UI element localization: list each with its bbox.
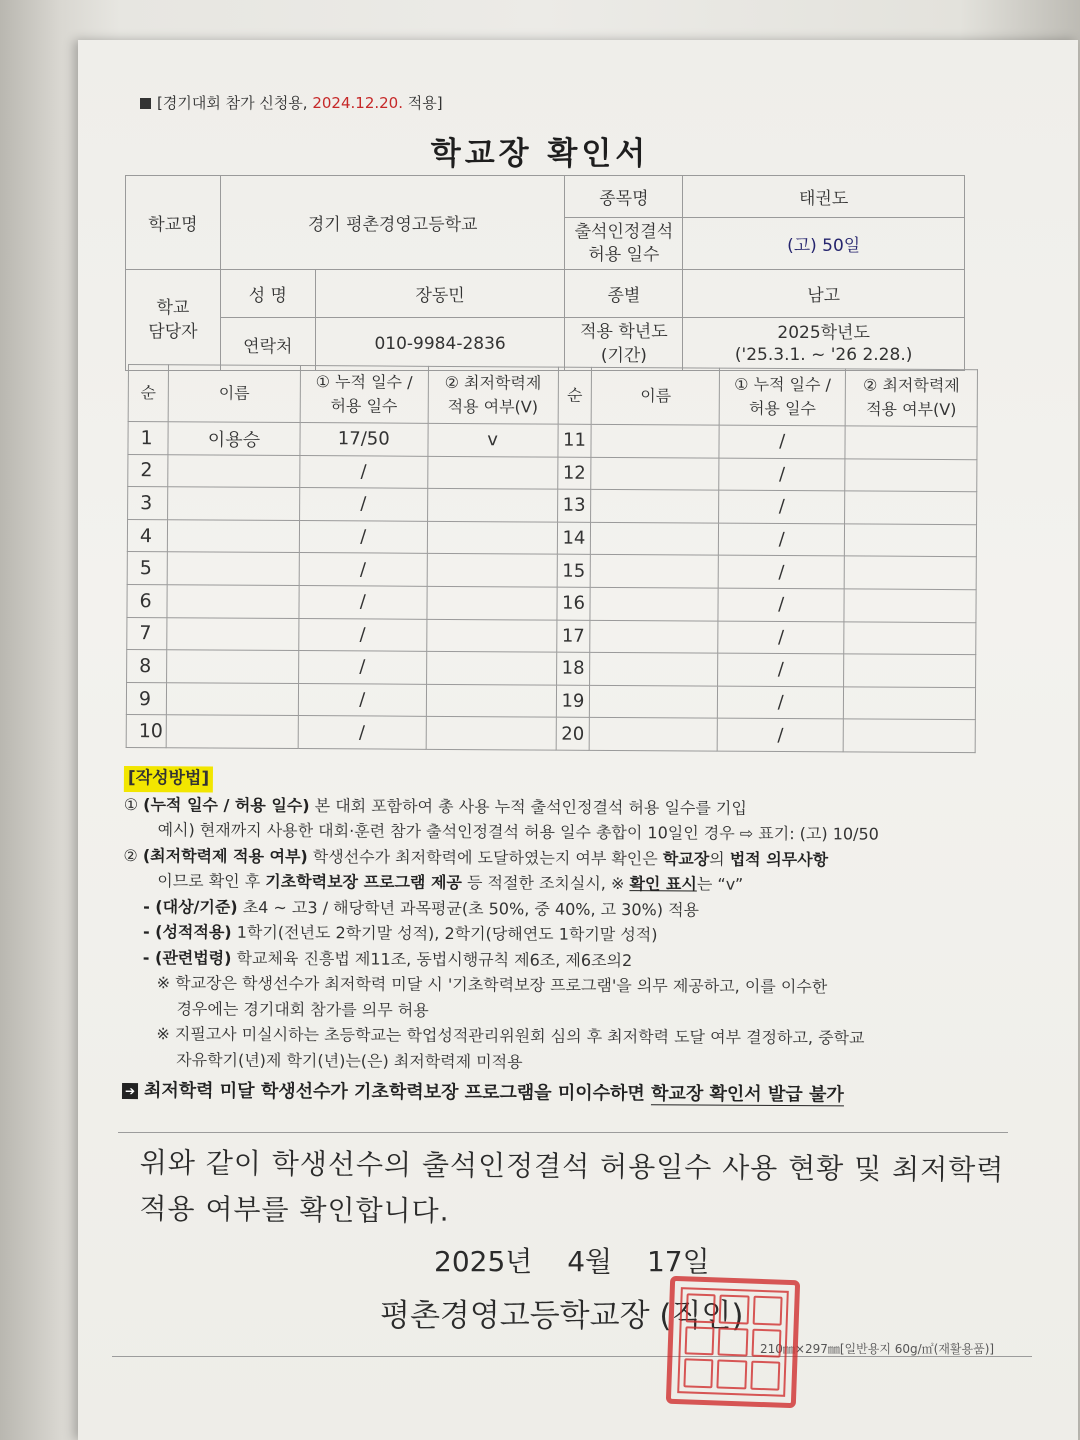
min-check [844,524,976,557]
row-number: 12 [557,457,591,490]
document-title: 학교장 확인서 [430,136,650,172]
header-note-date: 2024.12.20. [312,94,403,112]
school-label: 학교명 [126,176,221,270]
student-name [167,520,299,553]
days-value: / [718,555,844,588]
days-value: / [299,488,427,521]
min-check: v [428,423,558,456]
row-number: 9 [126,682,166,715]
min-check [844,556,976,589]
table-row [128,487,977,525]
min-check [845,426,977,459]
type-value: 남고 [683,270,965,318]
min-check [427,456,557,489]
days-value: / [299,586,427,619]
row-number: 20 [556,717,590,750]
min-check [845,458,977,491]
table-row [127,617,976,655]
days-value: / [719,458,845,491]
days-value: / [298,716,426,749]
days-value: / [719,425,845,458]
row-number: 1 [128,422,168,455]
student-name [590,652,718,685]
days-value: / [718,621,844,654]
student-name [591,555,719,588]
row-number: 16 [556,587,590,620]
student-list-table [126,364,978,753]
row-number: 13 [557,489,591,522]
official-seal-icon [666,1276,800,1408]
min-check [844,589,976,622]
student-name [167,650,299,683]
name-label: 성 명 [220,270,315,318]
absence-value: (고) 50일 [683,218,965,270]
table-row [127,584,976,622]
row-number: 6 [127,584,167,617]
days-value: / [299,618,427,651]
min-check [427,554,557,587]
min-check [427,489,557,522]
col-no: 순 [558,367,592,424]
col-no: 순 [128,365,168,422]
paper-spec: 210㎜×297㎜[일반용지 60g/㎡(재활용품)] [760,1342,995,1356]
days-value: / [718,653,844,686]
divider [118,1132,1008,1133]
student-name [590,718,718,751]
col-name: 이름 [168,365,300,423]
row-number: 14 [557,522,591,555]
row-number: 5 [127,552,167,585]
row-number: 4 [127,519,167,552]
sport-label: 종목명 [565,176,683,218]
table-row [126,715,975,753]
student-name [168,487,300,520]
arrow-box-icon: ➔ [122,1083,138,1099]
days-value: / [718,588,844,621]
principal-signature: 평촌경영고등학교장 (직인) [380,1298,744,1334]
writing-guide: [작성방법] ① (누적 일수 / 허용 일수) 본 대회 포함하여 총 사용 누적 출석인정결석 허용 일수를 기입 예시) 현재까지 사용한 대회·훈련 참가 출석인정결석 허용 일수 총합이 10일인 경우 ⇨ 표기: (고) 10/50 ② (최저학력제 적용 여부) 학생선수가 최저학력에 도달하였는지 여부 확인은 학교장의 법적 의무사항 이므로 확인 후 기초학력보장 프로그램 제공 등 적절한 조치실시, ※ 확인 표시는 “v” - (대상/기준) 초4 ~ 고3 / 해당학년 과목평균(초 50%, 중 40%, 고 30%) 적용 - (성적적용) 1학기(전년도 2학기말 성적), 2학기(당해연도 1학기말 성적) - (관련법령) 학교체육 진흥법 제11조, 동법시행규칙 제6조, 제6조의2 ※ 학교장은 학생선수가 최저학력 미달 시 '기초학력보장 프로그램'을 의무 제공하고, 이를 이수한 경우에는 경기대회 참가를 의무 허용 ※ 지필고사 미실시하는 초등학교는 학업성적관리위원회 심의 후 최저학력 도달 여부 결정하고, 중학교 자유학기(년)제 학기(년)는(은) 최저학력제 미적용 ➔ 최저학력 미달 학생선수가 기초학력보장 프로그램을 미이수하면 학교장 확인서 발급 불가 [122,765,1024,1109]
student-name [591,490,719,523]
table-row [128,422,977,460]
student-name [590,620,718,653]
days-value: / [298,683,426,716]
days-value: / [718,686,844,719]
days-value: 17/50 [300,423,428,456]
col-min: ② 최저학력제 적용 여부(V) [845,369,977,427]
final-notice: ➔ 최저학력 미달 학생선수가 기초학력보장 프로그램을 미이수하면 학교장 확인서 발급 불가 [122,1078,1022,1109]
confirm-statement: 위와 같이 학생선수의 출석인정결석 허용일수 사용 현황 및 최저학력 적용 여부를 확인합니다. [139,1145,1005,1228]
contact-value: 010-9984-2836 [315,318,565,371]
info-table [125,175,965,371]
col-min: ② 최저학력제 적용 여부(V) [428,366,558,424]
min-check [843,719,975,752]
sport-value: 태권도 [683,176,965,218]
year-label: 적용 학년도 (기간) [565,318,683,371]
days-value: / [717,718,843,751]
issue-date: 2025년 4월 17일 [434,1245,710,1278]
row-number: 8 [127,650,167,683]
min-check [427,586,557,619]
student-name [167,585,299,618]
min-check [845,491,977,524]
days-value: / [299,553,427,586]
table-row [126,682,975,720]
student-name [590,587,718,620]
row-number: 18 [556,652,590,685]
col-name: 이름 [592,367,720,425]
year-value: 2025학년도 ('25.3.1. ~ '26 2.28.) [683,318,965,371]
days-value: / [719,523,845,556]
student-name [591,424,719,457]
student-name [167,617,299,650]
row-number: 11 [557,424,591,457]
row-number: 7 [127,617,167,650]
row-number: 17 [556,620,590,653]
col-days: ① 누적 일수 / 허용 일수 [719,368,845,426]
row-number: 3 [128,487,168,520]
type-label: 종별 [565,270,683,318]
student-name [591,457,719,490]
table-row [127,552,976,590]
row-number: 15 [557,554,591,587]
min-check [843,687,975,720]
guide-tag: [작성방법] [124,766,213,792]
student-name [167,552,299,585]
days-value: / [719,490,845,523]
row-number: 2 [128,454,168,487]
student-name [166,715,298,748]
min-check [427,521,557,554]
student-name [166,682,298,715]
header-note: [경기대회 참가 신청용, 2024.12.20. 적용] [140,92,443,113]
table-row [127,519,976,557]
table-row [127,650,976,688]
contact-label: 연락처 [220,318,315,371]
school-value: 경기 평촌경영고등학교 [220,176,565,270]
min-check [426,684,556,717]
manager-label: 학교 담당자 [126,270,221,371]
name-value: 장동민 [315,270,565,318]
days-value: / [299,520,427,553]
student-name [591,522,719,555]
absence-label: 출석인정결석 허용 일수 [565,218,683,270]
min-check [426,619,556,652]
square-bullet-icon [140,98,151,109]
row-number: 19 [556,685,590,718]
days-value: / [298,651,426,684]
min-check [426,651,556,684]
row-number: 10 [126,715,166,748]
student-name: 이용승 [168,422,300,455]
table-row [128,454,977,492]
col-days: ① 누적 일수 / 허용 일수 [300,366,428,424]
min-check [844,654,976,687]
student-name [168,454,300,487]
days-value: / [300,455,428,488]
min-check [426,717,556,750]
min-check [844,621,976,654]
student-name [590,685,718,718]
